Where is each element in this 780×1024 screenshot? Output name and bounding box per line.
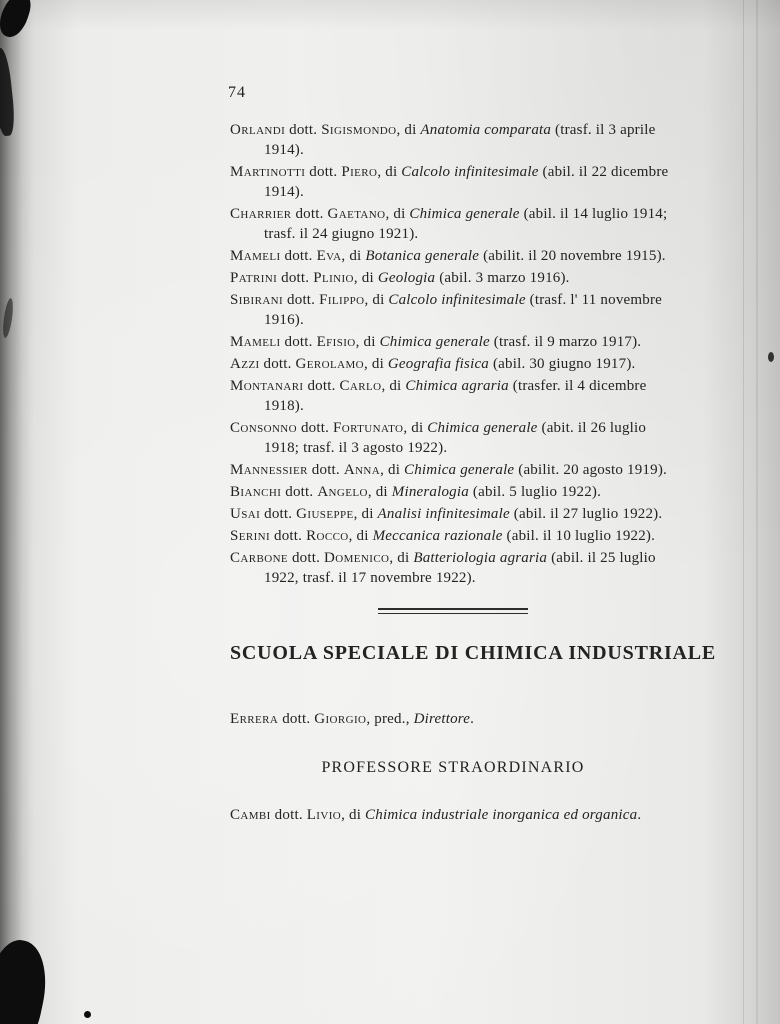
entry-connector: , di <box>377 164 402 180</box>
page-edge-shadow <box>756 0 758 1024</box>
entry-title: dott. <box>259 356 296 372</box>
entry-title: dott. <box>297 420 333 436</box>
entry-firstname: Giuseppe <box>296 506 354 522</box>
entry-surname: Mameli <box>230 248 281 264</box>
entry-firstname: Carlo <box>339 378 382 394</box>
entry-firstname: Giorgio <box>314 711 367 727</box>
faculty-entry <box>230 460 676 480</box>
entry-connector: , di <box>353 270 378 286</box>
entry-subject: Geografia fisica <box>387 356 490 372</box>
entry-subject: Calcolo infinitesimale <box>401 164 539 180</box>
entry-note: (abil. il 27 luglio 1922). <box>509 506 663 522</box>
entry-connector: , di <box>348 528 373 544</box>
entry-surname: Serini <box>230 528 271 544</box>
entry-surname: Orlandi <box>230 122 286 138</box>
entry-surname: Usai <box>230 506 261 522</box>
entry-connector: , di <box>367 484 392 500</box>
entry-title: dott. <box>281 484 318 500</box>
entry-list <box>230 120 676 588</box>
faculty-entry <box>230 290 676 330</box>
entry-subject: Chimica generale <box>427 420 538 436</box>
faculty-entry <box>230 526 676 546</box>
entry-note: (abil. 5 luglio 1922). <box>468 484 602 500</box>
entry-firstname: Efisio <box>316 334 356 350</box>
faculty-entry <box>230 482 676 502</box>
entry-subject: Chimica generale <box>404 462 515 478</box>
entry-surname: Azzi <box>230 356 260 372</box>
entry-surname: Consonno <box>230 420 297 436</box>
entry-note: (abilit. 20 agosto 1919). <box>514 462 667 478</box>
entry-note: (abil. il 25 luglio 1922, trasf. il 17 novembre 1922). <box>264 550 656 586</box>
entry-connector: , pred., <box>366 711 414 727</box>
entry-firstname: Eva <box>316 248 342 264</box>
entry-subject: Meccanica razionale <box>372 528 503 544</box>
entry-firstname: Filippo <box>319 292 365 308</box>
entry-firstname: Piero <box>341 164 378 180</box>
entry-title: dott. <box>288 550 325 566</box>
entry-note: (trasf. il 3 aprile 1914). <box>264 122 656 158</box>
entry-note: (abil. 30 giugno 1917). <box>489 356 636 372</box>
page-content <box>228 84 717 827</box>
faculty-entry <box>230 548 676 588</box>
entry-note: (abil. il 10 luglio 1922). <box>502 528 656 544</box>
entry-title: dott. <box>305 164 342 180</box>
binding-edge-shadow <box>0 0 34 1024</box>
entry-subject: Analisi infinitesimale <box>377 506 510 522</box>
entry-firstname: Rocco <box>306 528 349 544</box>
entry-connector: , di <box>403 420 428 436</box>
faculty-entry <box>230 332 676 352</box>
faculty-entry <box>230 504 676 524</box>
entry-note: (abil. 3 marzo 1916). <box>435 270 570 286</box>
entry-surname: Cambi <box>230 807 271 823</box>
faculty-entry <box>230 120 676 160</box>
entry-connector: , di <box>355 334 380 350</box>
section-heading: SCUOLA SPECIALE DI CHIMICA INDUSTRIALE <box>230 642 717 664</box>
entry-connector: , di <box>389 550 414 566</box>
page-number: 74 <box>228 84 246 101</box>
entry-note: (trasfer. il 4 dicembre 1918). <box>264 378 647 414</box>
entry-subject: Calcolo infinitesimale <box>388 292 526 308</box>
ink-blot-bottom-left <box>0 935 55 1024</box>
entry-connector: , di <box>381 378 406 394</box>
page-crease-line <box>743 0 744 1024</box>
entry-connector: , di <box>380 462 405 478</box>
entry-note: (abil. il 14 luglio 1914; trasf. il 24 giugno 1921). <box>264 206 668 242</box>
entry-connector: , di <box>341 248 366 264</box>
entry-note: (abilit. il 20 novembre 1915). <box>479 248 666 264</box>
entry-surname: Charrier <box>230 206 292 222</box>
entry-firstname: Gaetano <box>327 206 386 222</box>
entry-surname: Carbone <box>230 550 289 566</box>
entry-surname: Sibirani <box>230 292 284 308</box>
entry-subject: Geologia <box>377 270 436 286</box>
entry-firstname: Gerolamo <box>295 356 364 372</box>
entry-surname: Bianchi <box>230 484 282 500</box>
entry-firstname: Fortunato <box>333 420 404 436</box>
entry-surname: Mannessier <box>230 462 308 478</box>
entry-title: dott. <box>291 206 328 222</box>
ink-speck-right <box>768 352 774 362</box>
entry-surname: Patrini <box>230 270 278 286</box>
entry-title: dott. <box>277 270 314 286</box>
faculty-entry <box>230 246 676 266</box>
entry-title: dott. <box>280 334 317 350</box>
entry-note: . <box>637 807 642 823</box>
ink-dot-bottom <box>84 1011 91 1018</box>
entry-subject: Chimica agraria <box>405 378 509 394</box>
entry-note: (trasf. il 9 marzo 1917). <box>489 334 642 350</box>
section-divider <box>378 608 528 614</box>
entry-note: (abit. il 26 luglio 1918; trasf. il 3 agosto 1922). <box>264 420 647 456</box>
entry-connector: , di <box>341 807 366 823</box>
entry-surname: Martinotti <box>230 164 306 180</box>
entry-subject: Chimica industriale inorganica ed organica <box>365 807 638 823</box>
entry-title: dott. <box>307 462 344 478</box>
faculty-entry <box>230 204 676 244</box>
entry-firstname: Anna <box>343 462 381 478</box>
entry-firstname: Sigismondo <box>321 122 397 138</box>
faculty-entry <box>230 162 676 202</box>
entry-firstname: Livio <box>306 807 342 823</box>
entry-note: . <box>470 711 475 727</box>
faculty-entry <box>230 376 676 416</box>
entry-title: dott. <box>283 292 320 308</box>
entry-note: (abil. il 22 dicembre 1914). <box>264 164 669 200</box>
entry-surname: Montanari <box>230 378 304 394</box>
faculty-entry <box>230 354 676 374</box>
entry-surname: Mameli <box>230 334 281 350</box>
entry-title: dott. <box>285 122 322 138</box>
entry-surname: Errera <box>230 711 279 727</box>
entry-subject: Chimica generale <box>379 334 490 350</box>
entry-title: dott. <box>260 506 297 522</box>
entry-title: dott. <box>270 528 307 544</box>
entry-firstname: Plinio <box>313 270 354 286</box>
faculty-entry <box>230 418 676 458</box>
entry-subject: Chimica generale <box>409 206 520 222</box>
entry-connector: , di <box>396 122 421 138</box>
entry-connector: , di <box>385 206 410 222</box>
entry-subject: Botanica generale <box>365 248 480 264</box>
entry-title: dott. <box>303 378 340 394</box>
entry-firstname: Domenico <box>324 550 390 566</box>
entry-connector: , di <box>353 506 378 522</box>
entry-firstname: Angelo <box>317 484 368 500</box>
subsection-heading: PROFESSORE STRAORDINARIO <box>321 759 585 776</box>
entry-title: dott. <box>278 711 315 727</box>
entry-title: dott. <box>280 248 317 264</box>
entry-title: dott. <box>270 807 307 823</box>
faculty-entry <box>230 268 676 288</box>
entry-subject: Batteriologia agraria <box>413 550 548 566</box>
entry-subject: Direttore <box>413 711 471 727</box>
entry-connector: , di <box>363 356 388 372</box>
entry-note: (trasf. l' 11 novembre 1916). <box>264 292 662 328</box>
director-entry <box>230 709 676 729</box>
entry-connector: , di <box>364 292 389 308</box>
professor-entry <box>230 805 676 825</box>
entry-subject: Mineralogia <box>391 484 469 500</box>
entry-subject: Anatomia comparata <box>420 122 552 138</box>
